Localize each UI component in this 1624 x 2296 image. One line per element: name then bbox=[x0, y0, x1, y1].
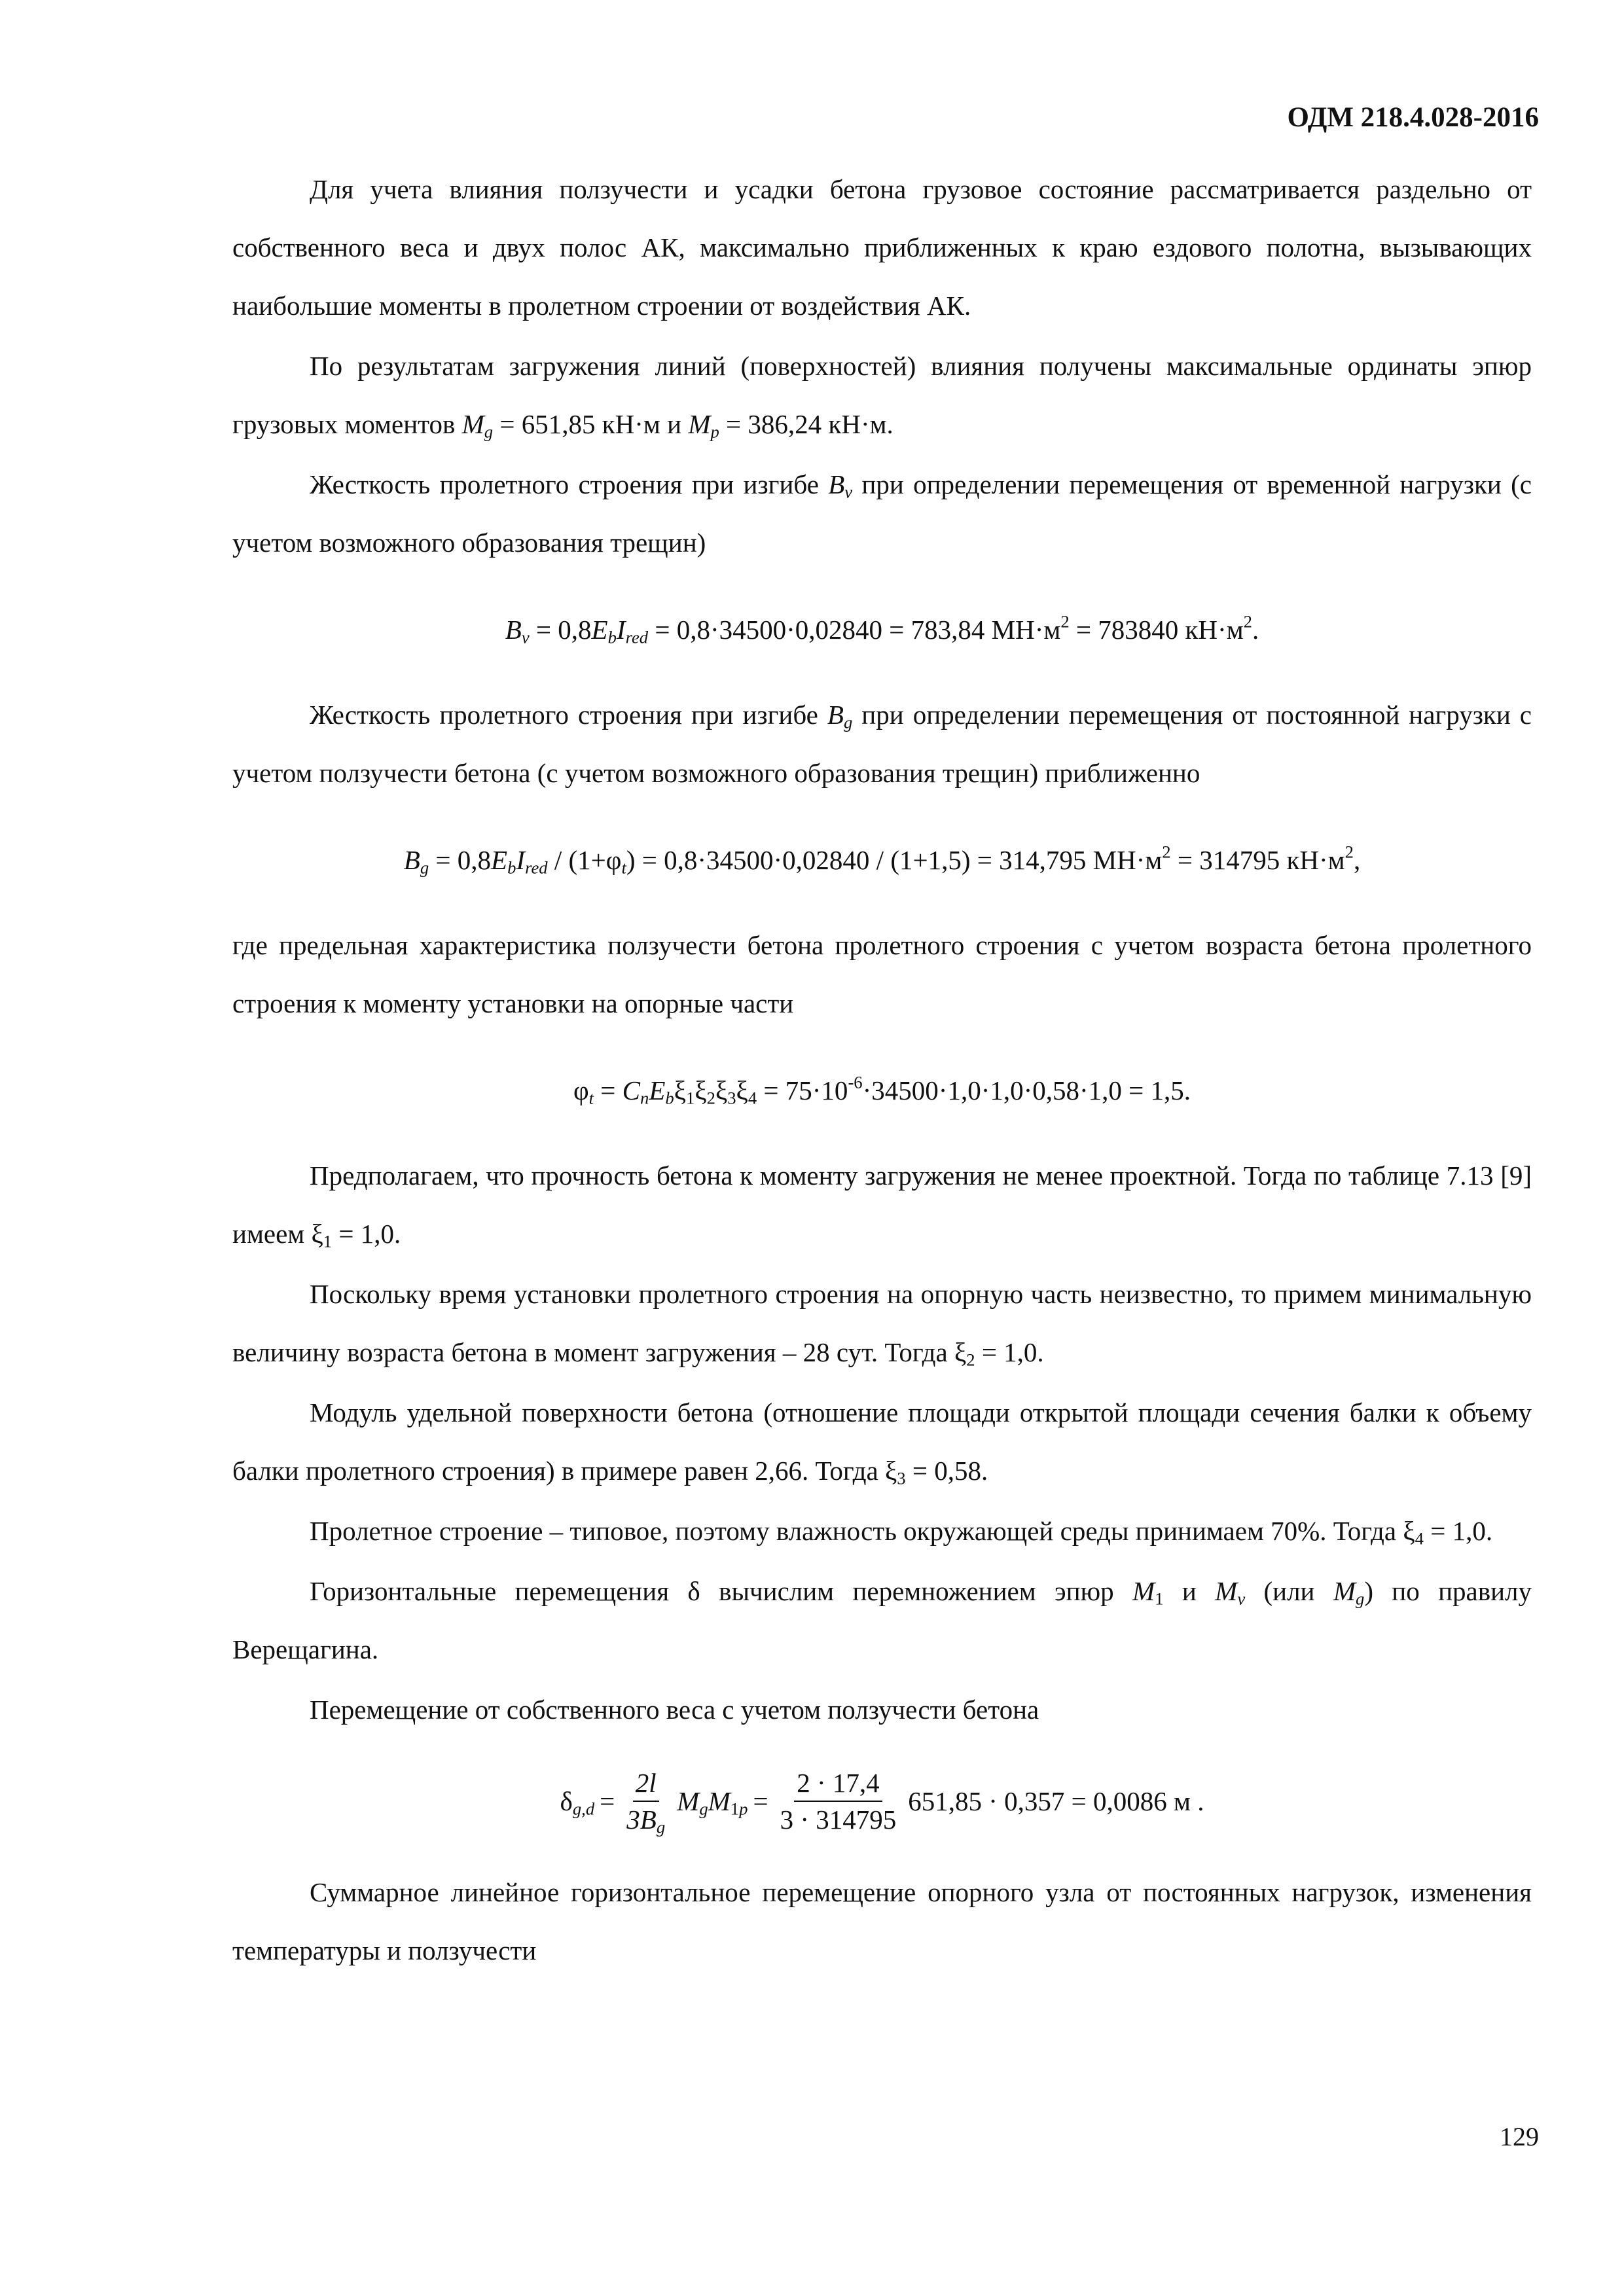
paragraph-creep-characteristic: где предельная характеристика ползучести бетона пролетного строения с учетом возраста бетона пролетного строения к моменту установки на опорные части bbox=[232, 930, 1532, 1018]
formula-delta: $\delta_{g,d}$ = $\frac{2l}{3B_g}$ $M_gM_{1p}$ = $\frac{2 \cdot 17,4}{3 \cdot 314795}$ 651,85 · 0,357 = 0,0086 м . bbox=[232, 1765, 1532, 1837]
paragraph-creep-intro: Для учета влияния ползучести и усадки бетона грузовое состояние рассматривается раздельно от собственного веса и двух полос АК, максимально приближенных к краю ездового полотна, вызывающих наибольшие моменты в пролетном строении от воздействия АК. bbox=[232, 174, 1532, 321]
paragraph-stiffness-permanent: Жесткость пролетного строения при изгибе $B_g$ при определении перемещения от постоянной нагрузки с учетом ползучести бетона (с учетом возможного образования трещин) приближенно bbox=[232, 700, 1532, 788]
fraction-2l-3bg: $\frac{2l}{3B_g}$ bbox=[624, 1765, 668, 1837]
paragraph-load-moments: По результатам загружения линий (поверхностей) влияния получены максимальные ординаты эпюр грузовых моментов $M_g = 651,85$ кН·м и $M_p = 386,24$ кН·м. bbox=[232, 351, 1532, 442]
page-body bbox=[232, 160, 1532, 1980]
paragraph-vereshchagin: Горизонтальные перемещения δ вычислим перемножением эпюр $M_1$ и $M_v$ (или $M_g$) по правилу Верещагина. bbox=[232, 1576, 1532, 1664]
fraction-numeric: $\frac{2 \cdot 17,4}{3 \cdot 314795}$ bbox=[778, 1765, 899, 1837]
paragraph-xi1: Предполагаем, что прочность бетона к моменту загружения не менее проектной. Тогда по таблице 7.13 [9] имеем $\xi_1 = 1,0$. bbox=[232, 1160, 1532, 1251]
paragraph-xi2: Поскольку время установки пролетного строения на опорную часть неизвестно, то примем минимальную величину возраста бетона в момент загружения – 28 сут. Тогда $\xi_2 = 1,0$. bbox=[232, 1279, 1532, 1370]
document-code-header: ОДМ 218.4.028-2016 bbox=[1287, 102, 1539, 133]
formula-bv: $B_v = 0,8E_bI_{red} = 0,8\cdot 34500\cdot 0,02840 = 783,84$ $МН\cdot м^2 = 783840$ $кН\cdot м^2$. bbox=[505, 611, 1259, 647]
formula-bg: $B_g = 0,8E_bI_{red} / (1+\varphi_t) = 0,8\cdot 34500\cdot 0,02840 / (1+1,5) = 314,795$ $МН\cdot м^2 = 314795$ $кН\cdot м^2$, bbox=[403, 842, 1361, 878]
paragraph-total-displacement: Суммарное линейное горизонтальное перемещение опорного узла от постоянных нагрузок, изменения температуры и ползучести bbox=[232, 1877, 1532, 1965]
paragraph-stiffness-temporary: Жесткость пролетного строения при изгибе $B_v$ при определении перемещения от временной нагрузки (с учетом возможного образования трещин) bbox=[232, 469, 1532, 558]
page-number: 129 bbox=[1500, 2122, 1539, 2151]
formula-phi: $\varphi_t = C_nE_b\xi_1\xi_2\xi_3\xi_4 = 75\cdot 10^{-6}\cdot 34500\cdot 1,0\cdot 1,0\cdot 0,58\cdot 1,0 = 1,5$. bbox=[573, 1072, 1191, 1108]
paragraph-xi4: Пролетное строение – типовое, поэтому влажность окружающей среды принимаем 70%. Тогда $\xi_4 = 1,0$. bbox=[310, 1516, 1493, 1549]
paragraph-self-weight: Перемещение от собственного веса с учетом ползучести бетона bbox=[310, 1695, 1039, 1725]
paragraph-xi3: Модуль удельной поверхности бетона (отношение площади открытой площади сечения балки к объему балки пролетного строения) в примере равен 2,66. Тогда $\xi_3 = 0,58$. bbox=[232, 1397, 1532, 1488]
